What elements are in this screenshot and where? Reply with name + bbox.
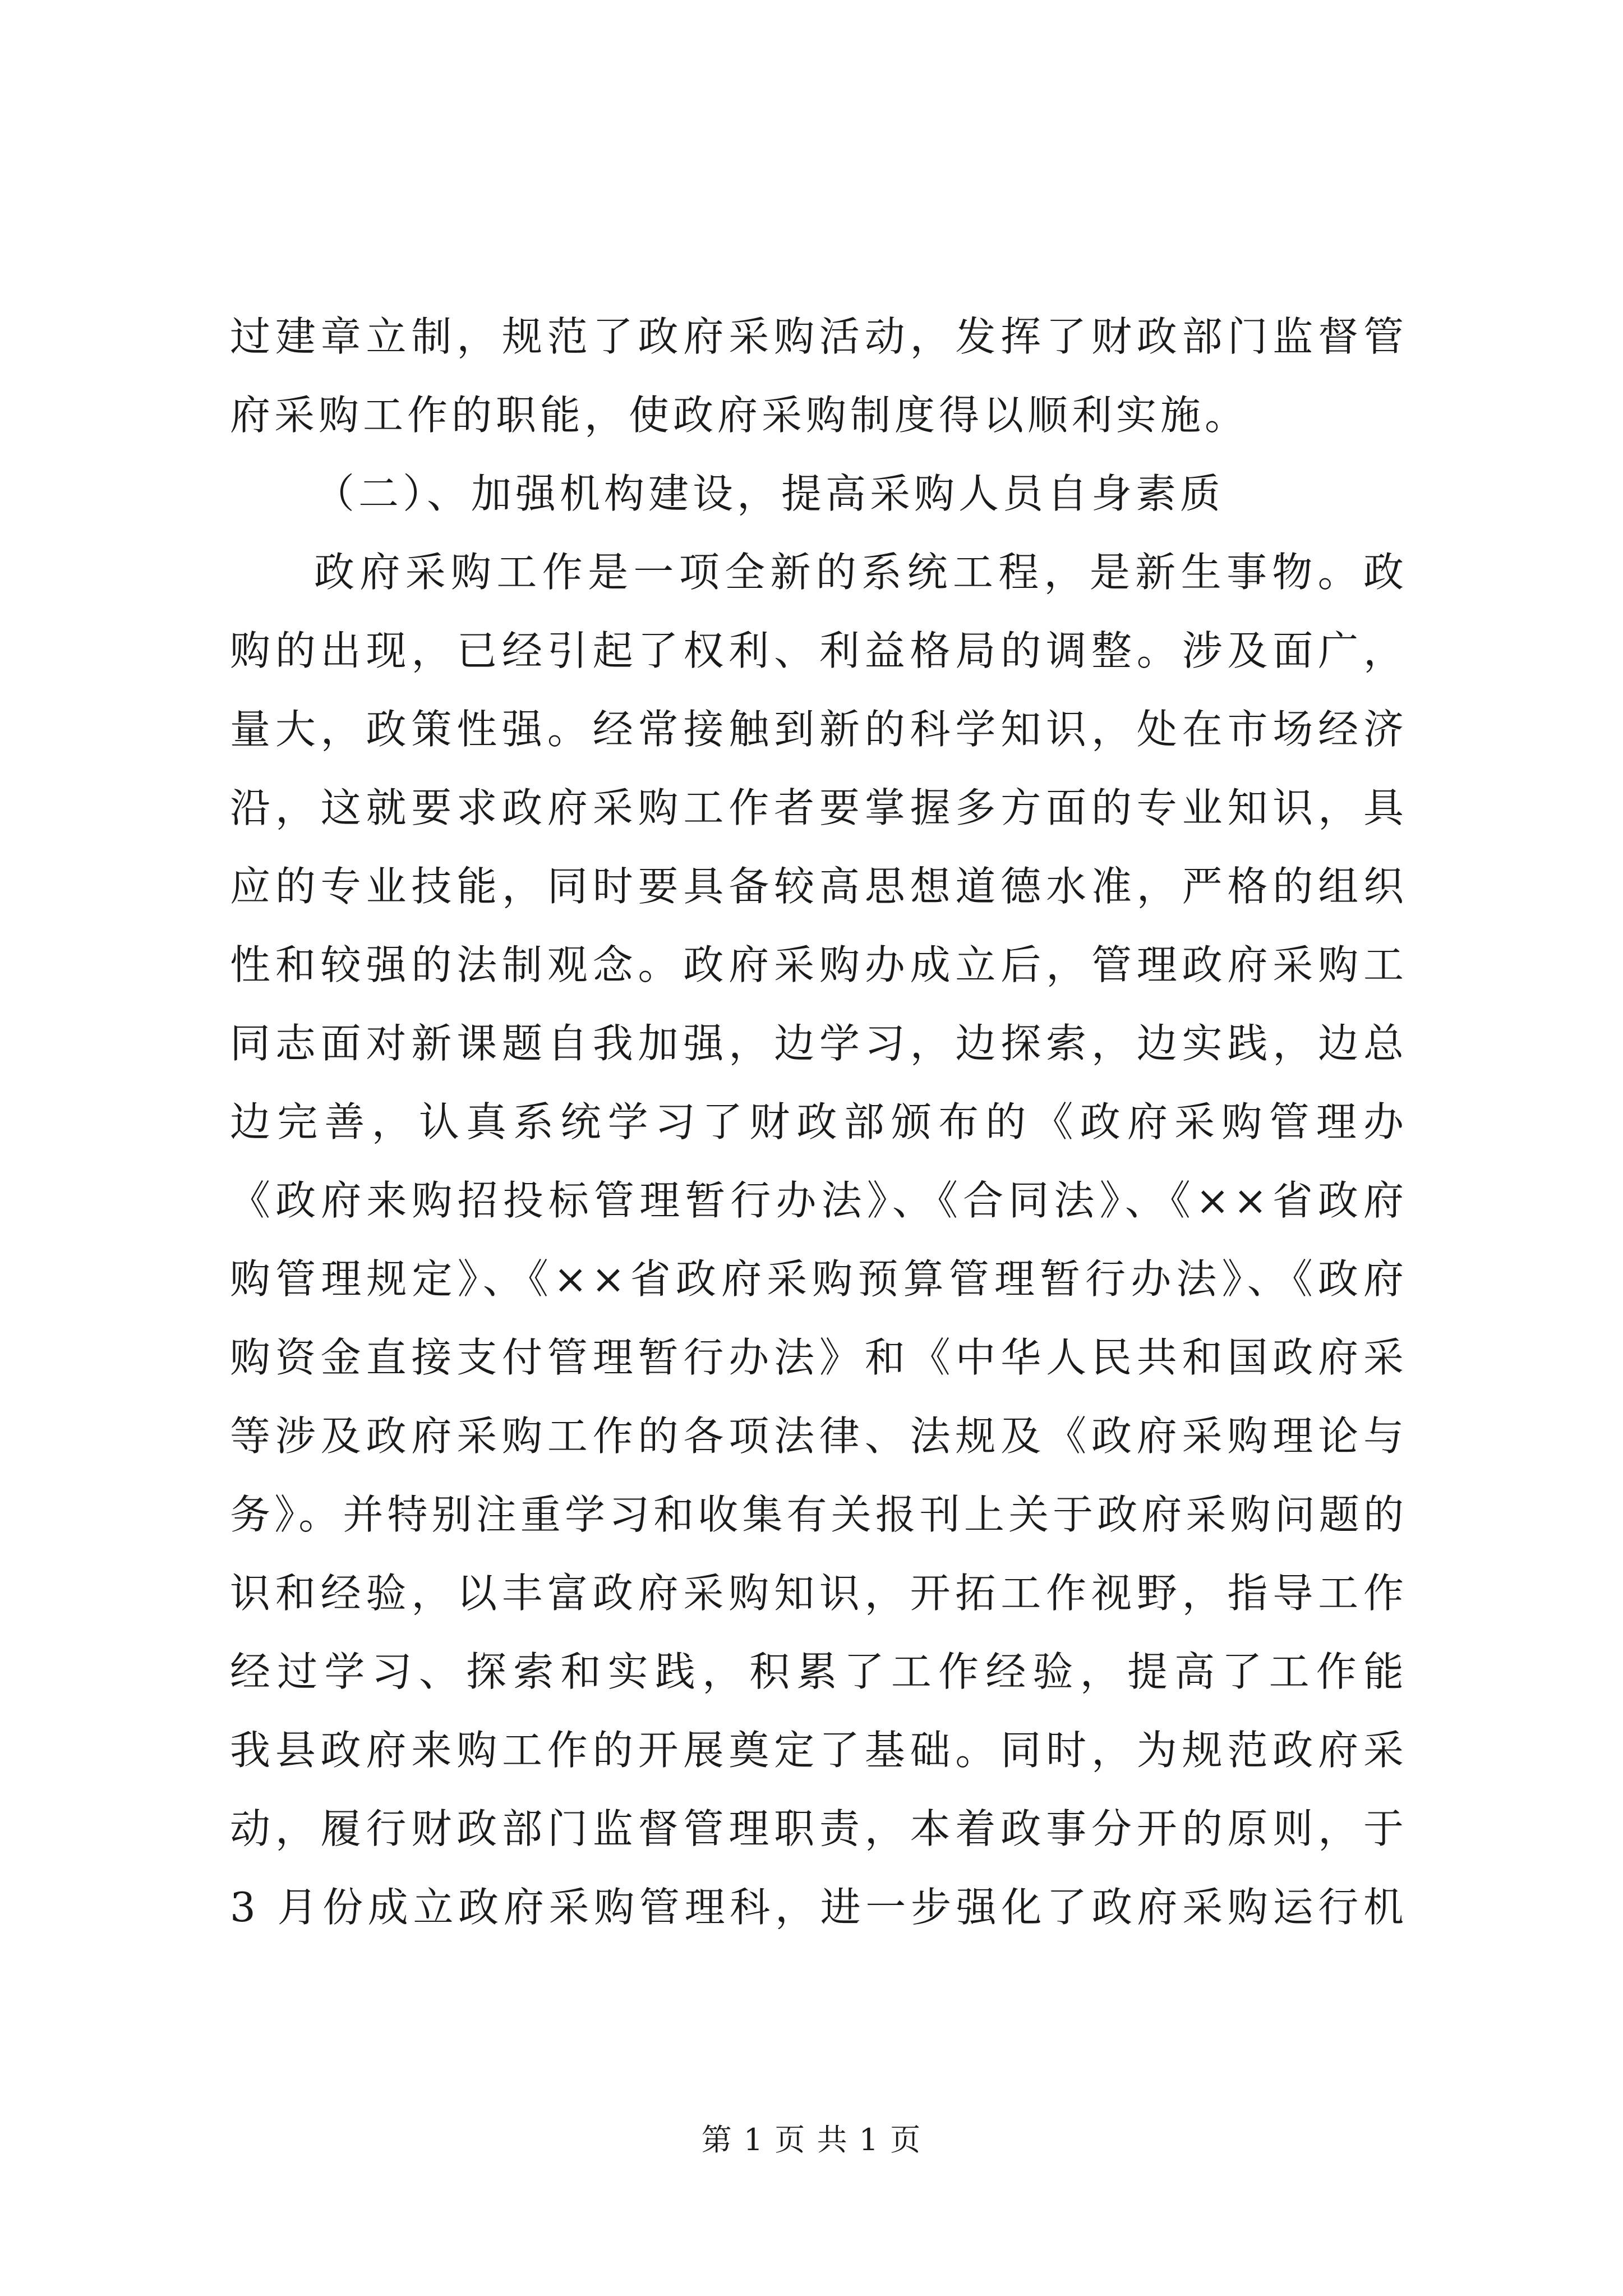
text-line: 经过学习、探索和实践，积累了工作经验，提高了工作能 xyxy=(230,1648,1408,1695)
text-line: 府采购工作的职能，使政府采购制度得以顺利实施。 xyxy=(230,392,1249,439)
text-line: 过建章立制，规范了政府采购活动，发挥了财政部门监督管 xyxy=(230,313,1408,360)
text-line: 购资金直接支付管理暂行办法》和《中华人民共和国政府采 xyxy=(230,1334,1408,1381)
page-footer: 第 1 页 共 1 页 xyxy=(701,2122,922,2157)
text-line: 购的出现，已经引起了权利、利益格局的调整。涉及面广， xyxy=(230,627,1408,674)
text-line: 性和较强的法制观念。政府采购办成立后，管理政府采购工 xyxy=(230,941,1408,988)
text-line: 动，履行财政部门监督管理职责，本着政事分开的原则，于 xyxy=(230,1805,1408,1852)
text-line: 同志面对新课题自我加强，边学习，边探索，边实践，边总 xyxy=(230,1020,1408,1067)
text-line: 等涉及政府采购工作的各项法律、法规及《政府采购理论与 xyxy=(230,1412,1408,1460)
text-line: 务》。并特别注重学习和收集有关报刊上关于政府采购问题的 xyxy=(230,1491,1408,1538)
text-line: 边完善，认真系统学习了财政部颁布的《政府采购管理办 xyxy=(230,1098,1408,1145)
text-line: 3 月份成立政府采购管理科，进一步强化了政府采购运行机 xyxy=(230,1884,1408,1931)
text-line: 《政府来购招投标管理暂行办法》、《合同法》、《××省政府 xyxy=(230,1177,1408,1224)
text-line: 政府采购工作是一项全新的系统工程，是新生事物。政 xyxy=(314,549,1408,596)
section-heading: （二）、加强机构建设，提高采购人员自身素质 xyxy=(314,470,1225,517)
text-line: 量大，政策性强。经常接触到新的科学知识，处在市场经济 xyxy=(230,706,1408,753)
text-line: 我县政府来购工作的开展奠定了基础。同时，为规范政府采 xyxy=(230,1727,1408,1774)
text-line: 应的专业技能，同时要具备较高思想道德水准，严格的组织 xyxy=(230,863,1408,910)
text-line: 购管理规定》、《××省政府采购预算管理暂行办法》、《政府 xyxy=(230,1255,1408,1303)
text-line: 识和经验，以丰富政府采购知识，开拓工作视野，指导工作 xyxy=(230,1570,1408,1617)
text-line: 沿，这就要求政府采购工作者要掌握多方面的专业知识，具 xyxy=(230,784,1408,831)
